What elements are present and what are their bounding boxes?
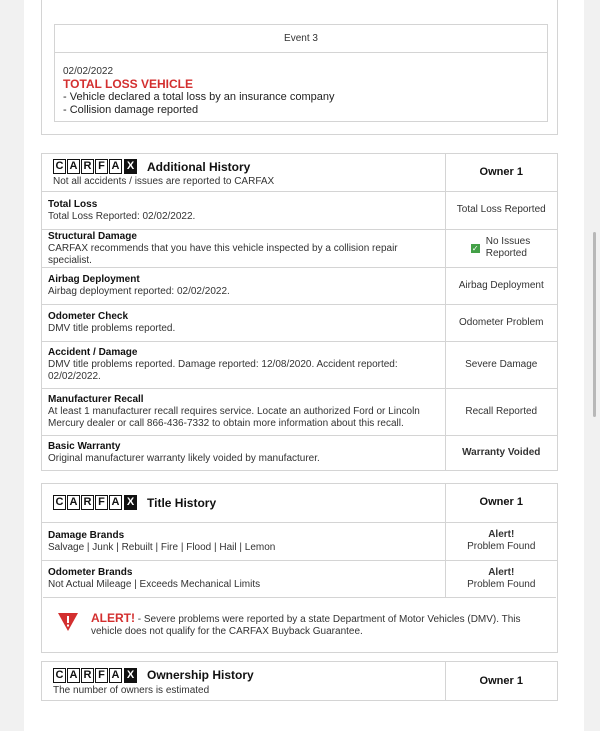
row-status: No Issues Reported bbox=[485, 236, 531, 259]
history-row: Structural Damage CARFAX recommends that you have this vehicle inspected by a collision repair specialist. ✓ No Issues Reported bbox=[42, 229, 557, 267]
section-title: Additional History bbox=[147, 159, 251, 174]
row-status: Airbag Deployment bbox=[445, 267, 557, 304]
report-page bbox=[24, 0, 584, 731]
event-date: 02/02/2022 bbox=[63, 66, 114, 77]
row-status: Alert! Problem Found bbox=[445, 522, 557, 560]
history-row: Basic Warranty Original manufacturer warranty likely voided by manufacturer. Warranty Voided bbox=[42, 435, 557, 470]
row-status: Total Loss Reported bbox=[445, 191, 557, 229]
row-status: Alert! Problem Found bbox=[445, 560, 557, 597]
additional-history-panel bbox=[41, 153, 558, 471]
section-title: Title History bbox=[147, 495, 217, 510]
carfax-logo: C A R F A X bbox=[53, 495, 138, 510]
history-row: Odometer Check DMV title problems reported. Odometer Problem bbox=[42, 304, 557, 341]
history-row: Odometer Brands Not Actual Mileage | Exceeds Mechanical Limits Alert! Problem Found bbox=[42, 560, 557, 597]
history-row: Airbag Deployment Airbag deployment reported: 02/02/2022. Airbag Deployment bbox=[42, 267, 557, 304]
history-row: Manufacturer Recall At least 1 manufacturer recall requires service. Locate an authorized Ford or Lincoln Mercury dealer or call 866-436-7332 to obtain more information about this recall. Recall Reported bbox=[42, 388, 557, 435]
row-status: Severe Damage bbox=[445, 341, 557, 388]
title-history-panel bbox=[41, 483, 558, 653]
owner-label: Owner 1 bbox=[479, 165, 523, 178]
event-card bbox=[54, 24, 548, 122]
row-status: Recall Reported bbox=[445, 388, 557, 435]
event-line: - Vehicle declared a total loss by an insurance company bbox=[63, 91, 335, 103]
history-row: Damage Brands Salvage | Junk | Rebuilt | Fire | Flood | Hail | Lemon Alert! Problem Found bbox=[42, 522, 557, 560]
carfax-logo: C A R F A X bbox=[53, 668, 138, 683]
owner-label: Owner 1 bbox=[479, 674, 523, 687]
carfax-logo: C A R F A X bbox=[53, 159, 138, 174]
dmv-alert bbox=[43, 597, 556, 649]
event-title: TOTAL LOSS VEHICLE bbox=[63, 77, 194, 91]
checkmark-icon: ✓ bbox=[471, 243, 479, 253]
row-status: Odometer Problem bbox=[445, 304, 557, 341]
ownership-history-panel bbox=[41, 661, 558, 701]
alert-word: ALERT! bbox=[91, 611, 135, 625]
history-row: Total Loss Total Loss Reported: 02/02/2022. Total Loss Reported bbox=[42, 191, 557, 229]
owner-label: Owner 1 bbox=[479, 496, 523, 509]
section-subtitle: The number of owners is estimated bbox=[53, 684, 210, 696]
event-header: Event 3 bbox=[55, 25, 547, 53]
section-title: Ownership History bbox=[147, 668, 254, 683]
history-row: Accident / Damage DMV title problems reported. Damage reported: 12/08/2020. Accident reported: 02/02/2022. Severe Damage bbox=[42, 341, 557, 388]
event-line: - Collision damage reported bbox=[63, 104, 199, 116]
scrollbar[interactable] bbox=[593, 232, 596, 417]
row-status: Warranty Voided bbox=[445, 435, 557, 470]
event-panel bbox=[41, 0, 558, 135]
alert-message: - Severe problems were reported by a state Department of Motor Vehicles (DMV). This vehicle does not qualify for the CARFAX Buyback Guarantee. bbox=[91, 614, 521, 637]
section-subtitle: Not all accidents / issues are reported to CARFAX bbox=[53, 175, 275, 187]
warning-icon bbox=[57, 612, 79, 637]
